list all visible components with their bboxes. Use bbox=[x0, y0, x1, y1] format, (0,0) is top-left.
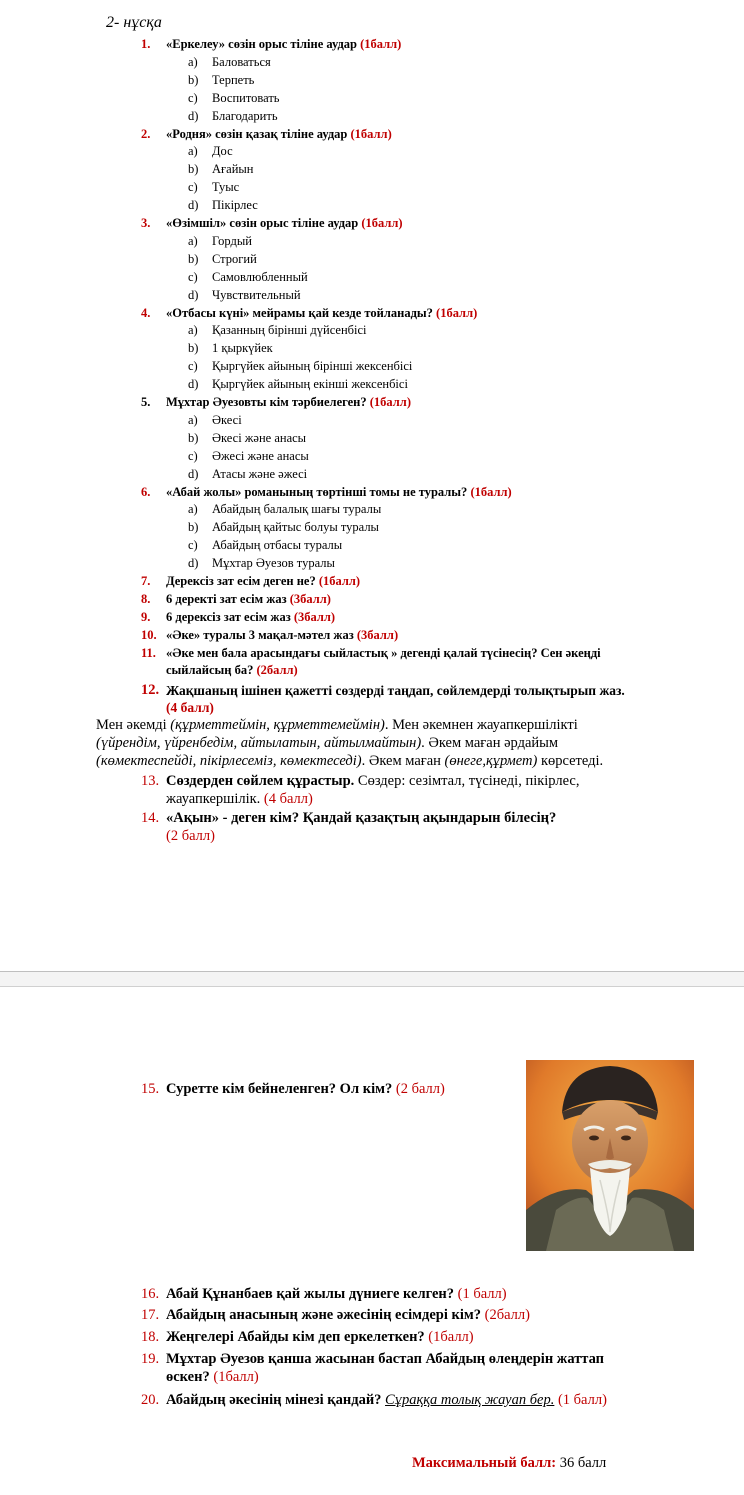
option-text: Әкесі bbox=[212, 412, 242, 427]
question-number: 19. bbox=[141, 1351, 160, 1367]
answer-option bbox=[188, 251, 257, 268]
option-letter: d) bbox=[188, 466, 199, 481]
question-number: 18. bbox=[141, 1329, 160, 1345]
option-text: Қыргүйек айының екінші жексенбісі bbox=[212, 377, 408, 392]
option-text: Гордый bbox=[212, 233, 252, 248]
option-text: 1 қыркүйек bbox=[212, 341, 273, 356]
option-letter: b) bbox=[188, 520, 199, 535]
option-letter: d) bbox=[188, 108, 199, 123]
para-text: . Мен әкемнен жауапкершілікті bbox=[384, 717, 578, 733]
option-letter: a) bbox=[188, 54, 198, 69]
answer-option bbox=[188, 322, 367, 339]
question-text: Жеңгелері Абайды кім деп еркелеткен? bbox=[166, 1329, 425, 1345]
option-letter: c) bbox=[188, 448, 198, 463]
question-number: 5. bbox=[141, 395, 151, 409]
question-number: 10. bbox=[141, 627, 157, 642]
para-choice: (үйрендім, үйренбедім, айтылатын, айтылмайтын) bbox=[96, 735, 422, 751]
points-badge: (4 балл) bbox=[166, 700, 214, 715]
question-number: 11. bbox=[141, 646, 156, 660]
option-letter: c) bbox=[188, 90, 198, 105]
answer-option bbox=[188, 197, 258, 214]
points-badge: (2 балл) bbox=[395, 1081, 445, 1097]
question-number: 3. bbox=[141, 216, 151, 230]
option-text: Пікірлес bbox=[212, 198, 258, 213]
question-number: 13. bbox=[141, 773, 160, 789]
option-text: Воспитовать bbox=[212, 90, 280, 105]
option-letter: b) bbox=[188, 341, 199, 356]
option-letter: c) bbox=[188, 538, 198, 553]
option-letter: a) bbox=[188, 412, 198, 427]
answer-option bbox=[188, 358, 412, 375]
max-score-value: 36 балл bbox=[559, 1455, 607, 1471]
points-badge: (3балл) bbox=[289, 591, 331, 606]
option-text: Строгий bbox=[212, 251, 257, 266]
fill-in-paragraph bbox=[96, 716, 696, 770]
option-text: Туыс bbox=[212, 180, 240, 195]
points-badge: (1балл) bbox=[318, 574, 361, 588]
question-text: Суретте кім бейнеленген? Ол кім? bbox=[166, 1081, 393, 1097]
option-letter: b) bbox=[188, 430, 199, 445]
question-number: 4. bbox=[141, 305, 151, 320]
page-gap bbox=[0, 972, 744, 986]
option-letter: d) bbox=[188, 556, 199, 571]
answer-option bbox=[188, 287, 301, 304]
option-text: Әжесі және анасы bbox=[212, 448, 309, 463]
option-letter: c) bbox=[188, 359, 198, 374]
points-badge: (1балл) bbox=[361, 216, 403, 230]
points-badge: (1балл) bbox=[213, 1369, 259, 1385]
option-text: Қазанның бірінші дүйсенбісі bbox=[212, 323, 367, 338]
max-score-label: Максимальный балл: bbox=[412, 1455, 557, 1471]
question-text: Абай Құнанбаев қай жылы дүниеге келген? bbox=[166, 1286, 455, 1302]
para-choice: (көмектеспейді, пікірлесеміз, көмектеседі) bbox=[96, 753, 362, 769]
question-number: 12. bbox=[141, 682, 160, 698]
page-break-bottom bbox=[0, 986, 744, 987]
points-badge: (2балл) bbox=[256, 663, 298, 677]
question-text: Мұхтар Әуезов қанша жасынан бастап Абайдың өлеңдерін жаттап bbox=[166, 1351, 605, 1367]
question-number: 20. bbox=[141, 1392, 160, 1408]
option-text: Чувствительный bbox=[212, 287, 301, 302]
question-words-cont: жауапкершілік. bbox=[166, 791, 261, 807]
question-text: Мұхтар Әуезовты кім тәрбиелеген? bbox=[166, 395, 367, 409]
answer-option bbox=[188, 143, 233, 160]
points-badge: (2балл) bbox=[484, 1307, 530, 1323]
question-text: «Еркелеу» сөзін орыс тіліне аудар bbox=[166, 37, 357, 51]
option-text: Әкесі және анасы bbox=[212, 430, 307, 445]
option-letter: a) bbox=[188, 144, 198, 159]
option-text: Ағайын bbox=[212, 162, 254, 177]
points-badge: (1балл) bbox=[470, 484, 512, 499]
portrait-image bbox=[526, 1060, 694, 1251]
points-badge: (2 балл) bbox=[166, 828, 215, 844]
question-text-cont: сыйлайсың ба? bbox=[166, 663, 254, 677]
question-text: «Әке мен бала арасындағы сыйластық » дегенді қалай түсінесің? Сен әкеңді bbox=[166, 646, 601, 660]
answer-option bbox=[188, 90, 280, 107]
points-badge: (1балл) bbox=[369, 395, 411, 409]
points-badge: (1 балл) bbox=[457, 1286, 507, 1302]
answer-option bbox=[188, 537, 342, 554]
question-number: 1. bbox=[141, 37, 151, 51]
question-text: «Родня» сөзін қазақ тіліне аудар bbox=[166, 126, 348, 141]
option-text: Қыргүйек айының бірінші жексенбісі bbox=[212, 359, 413, 374]
option-letter: a) bbox=[188, 233, 198, 248]
answer-option bbox=[188, 233, 252, 250]
answer-option bbox=[188, 54, 271, 71]
option-letter: d) bbox=[188, 198, 199, 213]
answer-option bbox=[188, 72, 254, 89]
points-badge: (1балл) bbox=[428, 1329, 474, 1345]
answer-option bbox=[188, 108, 278, 125]
question-number: 7. bbox=[141, 574, 151, 588]
question-text: 6 деректі зат есім жаз bbox=[166, 591, 287, 606]
question-text: «Ақын» - деген кім? Қандай қазақтың ақындарын білесің? bbox=[166, 810, 557, 826]
option-text: Мұхтар Әуезов туралы bbox=[212, 556, 335, 571]
answer-option bbox=[188, 466, 307, 483]
answer-option bbox=[188, 430, 306, 447]
option-text: Терпеть bbox=[212, 72, 255, 87]
question-text: 6 дерексіз зат есім жаз bbox=[166, 609, 291, 624]
option-letter: d) bbox=[188, 377, 199, 392]
question-number: 6. bbox=[141, 484, 151, 499]
option-letter: c) bbox=[188, 269, 198, 284]
question-text: «Өзімшіл» сөзін орыс тіліне аудар bbox=[166, 216, 359, 230]
question-text-cont: өскен? bbox=[166, 1369, 210, 1385]
question-number: 14. bbox=[141, 810, 160, 826]
variant-title: 2- нұсқа bbox=[106, 14, 162, 31]
option-letter: b) bbox=[188, 162, 199, 177]
answer-option bbox=[188, 555, 335, 572]
answer-option bbox=[188, 519, 379, 536]
question-text: Абайдың анасының және әжесінің есімдері кім? bbox=[166, 1307, 482, 1323]
option-text: Самовлюбленный bbox=[212, 269, 308, 284]
question-text: «Әке» туралы 3 мақал-мәтел жаз bbox=[166, 627, 354, 642]
option-text: Благодарить bbox=[212, 108, 278, 123]
para-choice: (құрметтеймін, құрметтемеймін) bbox=[170, 717, 385, 733]
option-text: Баловаться bbox=[212, 54, 271, 69]
option-text: Абайдың қайтыс болуы туралы bbox=[212, 520, 379, 535]
answer-option bbox=[188, 161, 253, 178]
question-number: 15. bbox=[141, 1081, 160, 1097]
points-badge: (3балл) bbox=[356, 627, 399, 642]
points-badge: (1балл) bbox=[350, 126, 392, 141]
points-badge: (4 балл) bbox=[263, 791, 313, 807]
para-text: көрсетеді. bbox=[537, 753, 604, 769]
option-text: Абайдың балалық шағы туралы bbox=[212, 502, 382, 517]
para-text: Мен әкемді bbox=[96, 717, 171, 733]
question-text: «Отбасы күні» мейрамы қай кезде тойланады? bbox=[166, 305, 433, 320]
max-score bbox=[412, 1455, 606, 1472]
option-text: Дос bbox=[212, 144, 233, 159]
para-text: . Әкем маған әрдайым bbox=[421, 735, 559, 751]
points-badge: (1балл) bbox=[436, 305, 478, 320]
option-letter: a) bbox=[188, 502, 198, 517]
points-badge: (3балл) bbox=[293, 609, 336, 624]
answer-option bbox=[188, 448, 309, 465]
option-letter: c) bbox=[188, 180, 198, 195]
answer-option bbox=[188, 269, 308, 286]
question-text: Дерексіз зат есім деген не? bbox=[166, 574, 316, 588]
answer-option bbox=[188, 340, 273, 357]
para-choice: (өнеге,құрмет) bbox=[444, 753, 538, 769]
portrait-drawing bbox=[526, 1060, 694, 1251]
question-number: 9. bbox=[141, 609, 151, 624]
question-number: 8. bbox=[141, 591, 151, 606]
question-text: «Абай жолы» романының төртінші томы не туралы? bbox=[166, 484, 468, 499]
answer-option bbox=[188, 179, 239, 196]
question-text: Абайдың әкесінің мінезі қандай? bbox=[166, 1392, 382, 1408]
points-badge: (1 балл) bbox=[557, 1392, 607, 1408]
question-text: Жақшаның ішінен қажетті сөздерді таңдап, сөйлемдерді толықтырып жаз. bbox=[166, 683, 625, 698]
question-words: Сөздер: сезімтал, түсінеді, пікірлес, bbox=[354, 773, 580, 789]
answer-option bbox=[188, 501, 381, 518]
answer-option bbox=[188, 412, 242, 429]
para-text: . Әкем маған bbox=[361, 753, 445, 769]
option-letter: b) bbox=[188, 72, 199, 87]
question-number: 17. bbox=[141, 1307, 160, 1323]
option-letter: a) bbox=[188, 323, 198, 338]
option-text: Атасы және әжесі bbox=[212, 466, 308, 481]
question-text: Сөздерден сөйлем құрастыр. bbox=[166, 773, 355, 789]
option-letter: d) bbox=[188, 287, 199, 302]
question-number: 2. bbox=[141, 126, 151, 141]
answer-option bbox=[188, 376, 408, 393]
question-number: 16. bbox=[141, 1286, 160, 1302]
option-letter: b) bbox=[188, 251, 199, 266]
question-instruction: Сұраққа толық жауап бер. bbox=[385, 1392, 555, 1408]
option-text: Абайдың отбасы туралы bbox=[212, 538, 343, 553]
points-badge: (1балл) bbox=[360, 37, 402, 51]
